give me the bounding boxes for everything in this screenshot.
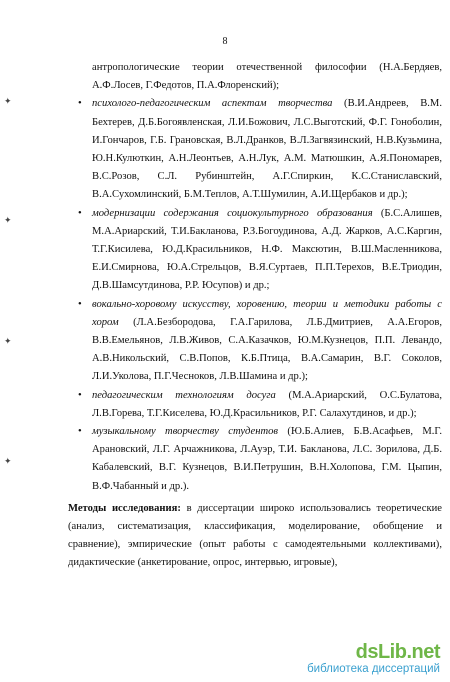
- bullet-icon: •: [78, 389, 82, 401]
- list-item-topic: музыкальному творчеству студентов: [92, 426, 279, 438]
- list-item: [78, 205, 442, 296]
- list-item-authors: (Ю.Б.Алиев, Б.В.Асафьев, М.Г. Арановский, Л.Г. Арчажникова, Л.Ауэр, Т.И. Бакланова, Л.С. Зорилова, Д.Б. Кабалевский, В.Г. Кузнецов, В.И.Петрушин, В.Н.Холопова, Г.М. Цыпин, В.Ф.Чабанный и др.).: [92, 426, 442, 492]
- bullet-icon: •: [78, 426, 82, 438]
- list-item-topic: вокально-хоровому искусству, хоровению, теории и методики работы с хором: [92, 298, 442, 328]
- list-item-topic: психолого-педагогическим аспектам творчества: [92, 98, 333, 110]
- list-item-topic: модернизации содержания социокультурного образования: [92, 207, 373, 219]
- methods-label: Методы исследования:: [68, 502, 181, 514]
- list-item-topic: педагогическим технологиям досуга: [92, 389, 276, 401]
- list-item-authors: (В.И.Андреев, В.М. Бехтерев, Д.Б.Богоявленская, Л.И.Божович, Л.С.Выготский, Ф.Г. Гоноболин, И.Гончаров, Г.Б. Грановская, В.Л.Дранков, В.Л.Загвязинский, Н.В.Кузьмина, Ю.Н.Кулюткин, А.Н.Леонтьев, А.Н.Лук, А.М. Матюшкин, А.Я.Пономарев, В.С.Розов, С.Л. Рубинштейн, А.Г.Спиркин, К.С.Станиславский, В.А.Сухомлинский, Б.М.Теплов, А.Т.Шумилин, А.И.Щербаков и др.);: [92, 98, 442, 201]
- document-body: [68, 59, 442, 573]
- methods-paragraph: [68, 500, 442, 573]
- bullet-icon: •: [78, 207, 82, 219]
- intro-paragraph: антропологические теории отечественной философии (Н.А.Бердяев, А.Ф.Лосев, Г.Федотов, П.А.Флоренский);: [92, 62, 442, 92]
- list-item-authors: (М.А.Ариарский, О.С.Булатова, Л.В.Горева, Т.Г.Киселева, Ю.Д.Красильников, Р.Г. Салахутдинов, и др.);: [92, 389, 442, 419]
- list-item: [78, 423, 442, 496]
- margin-mark: ✦: [4, 215, 12, 225]
- margin-mark: ✦: [4, 96, 12, 106]
- watermark-logo: dsLib.net: [355, 641, 440, 663]
- watermark-subtitle: библиотека диссертаций: [307, 663, 440, 675]
- bullet-icon: •: [78, 98, 82, 110]
- margin-mark: ✦: [4, 456, 12, 466]
- margin-mark: ✦: [4, 336, 12, 346]
- methods-text: в диссертации широко использовались теоретические (анализ, систематизация, классификация, моделирование, обобщение и сравнение), эмпирические (опыт работы с самодеятельными коллективами), дидактические (анкетирование, опрос, интервью, игровые),: [68, 502, 442, 569]
- watermark[interactable]: [307, 641, 440, 676]
- list-item-authors: (Б.С.Алишев, М.А.Ариарский, Т.И.Бакланова, Р.З.Богоудинова, А.Д. Жарков, А.С.Каргин, Т.Г.Кисилева, Ю.Д.Красильников, Н.Ф. Максютин, В.Ш.Масленникова, Е.И.Смирнова, Ю.А.Стрельцов, В.Я.Суртаев, П.П.Терехов, В.Е.Триодин, Д.В.Шамсутдинова, Р.Р. Юсупов) и др.;: [92, 207, 442, 292]
- bullet-icon: •: [78, 298, 82, 310]
- list-item: [78, 387, 442, 423]
- page-number: 8: [222, 36, 228, 47]
- list-item-authors: (Л.А.Безбородова, Г.А.Гарилова, Л.Б.Дмитриев, А.А.Егоров, В.В.Емельянов, Л.В.Живов, С.А.Казачков, Ю.М.Кузнецов, П.П. Левандо, А.В.Никольский, С.В.Попов, К.Б.Птица, В.А.Самарин, В.Г. Соколов, Л.И.Уколова, П.Г.Чесноков, Л.В.Шамина и др.);: [92, 316, 442, 383]
- list-item: [78, 296, 442, 387]
- list-item: [78, 95, 442, 204]
